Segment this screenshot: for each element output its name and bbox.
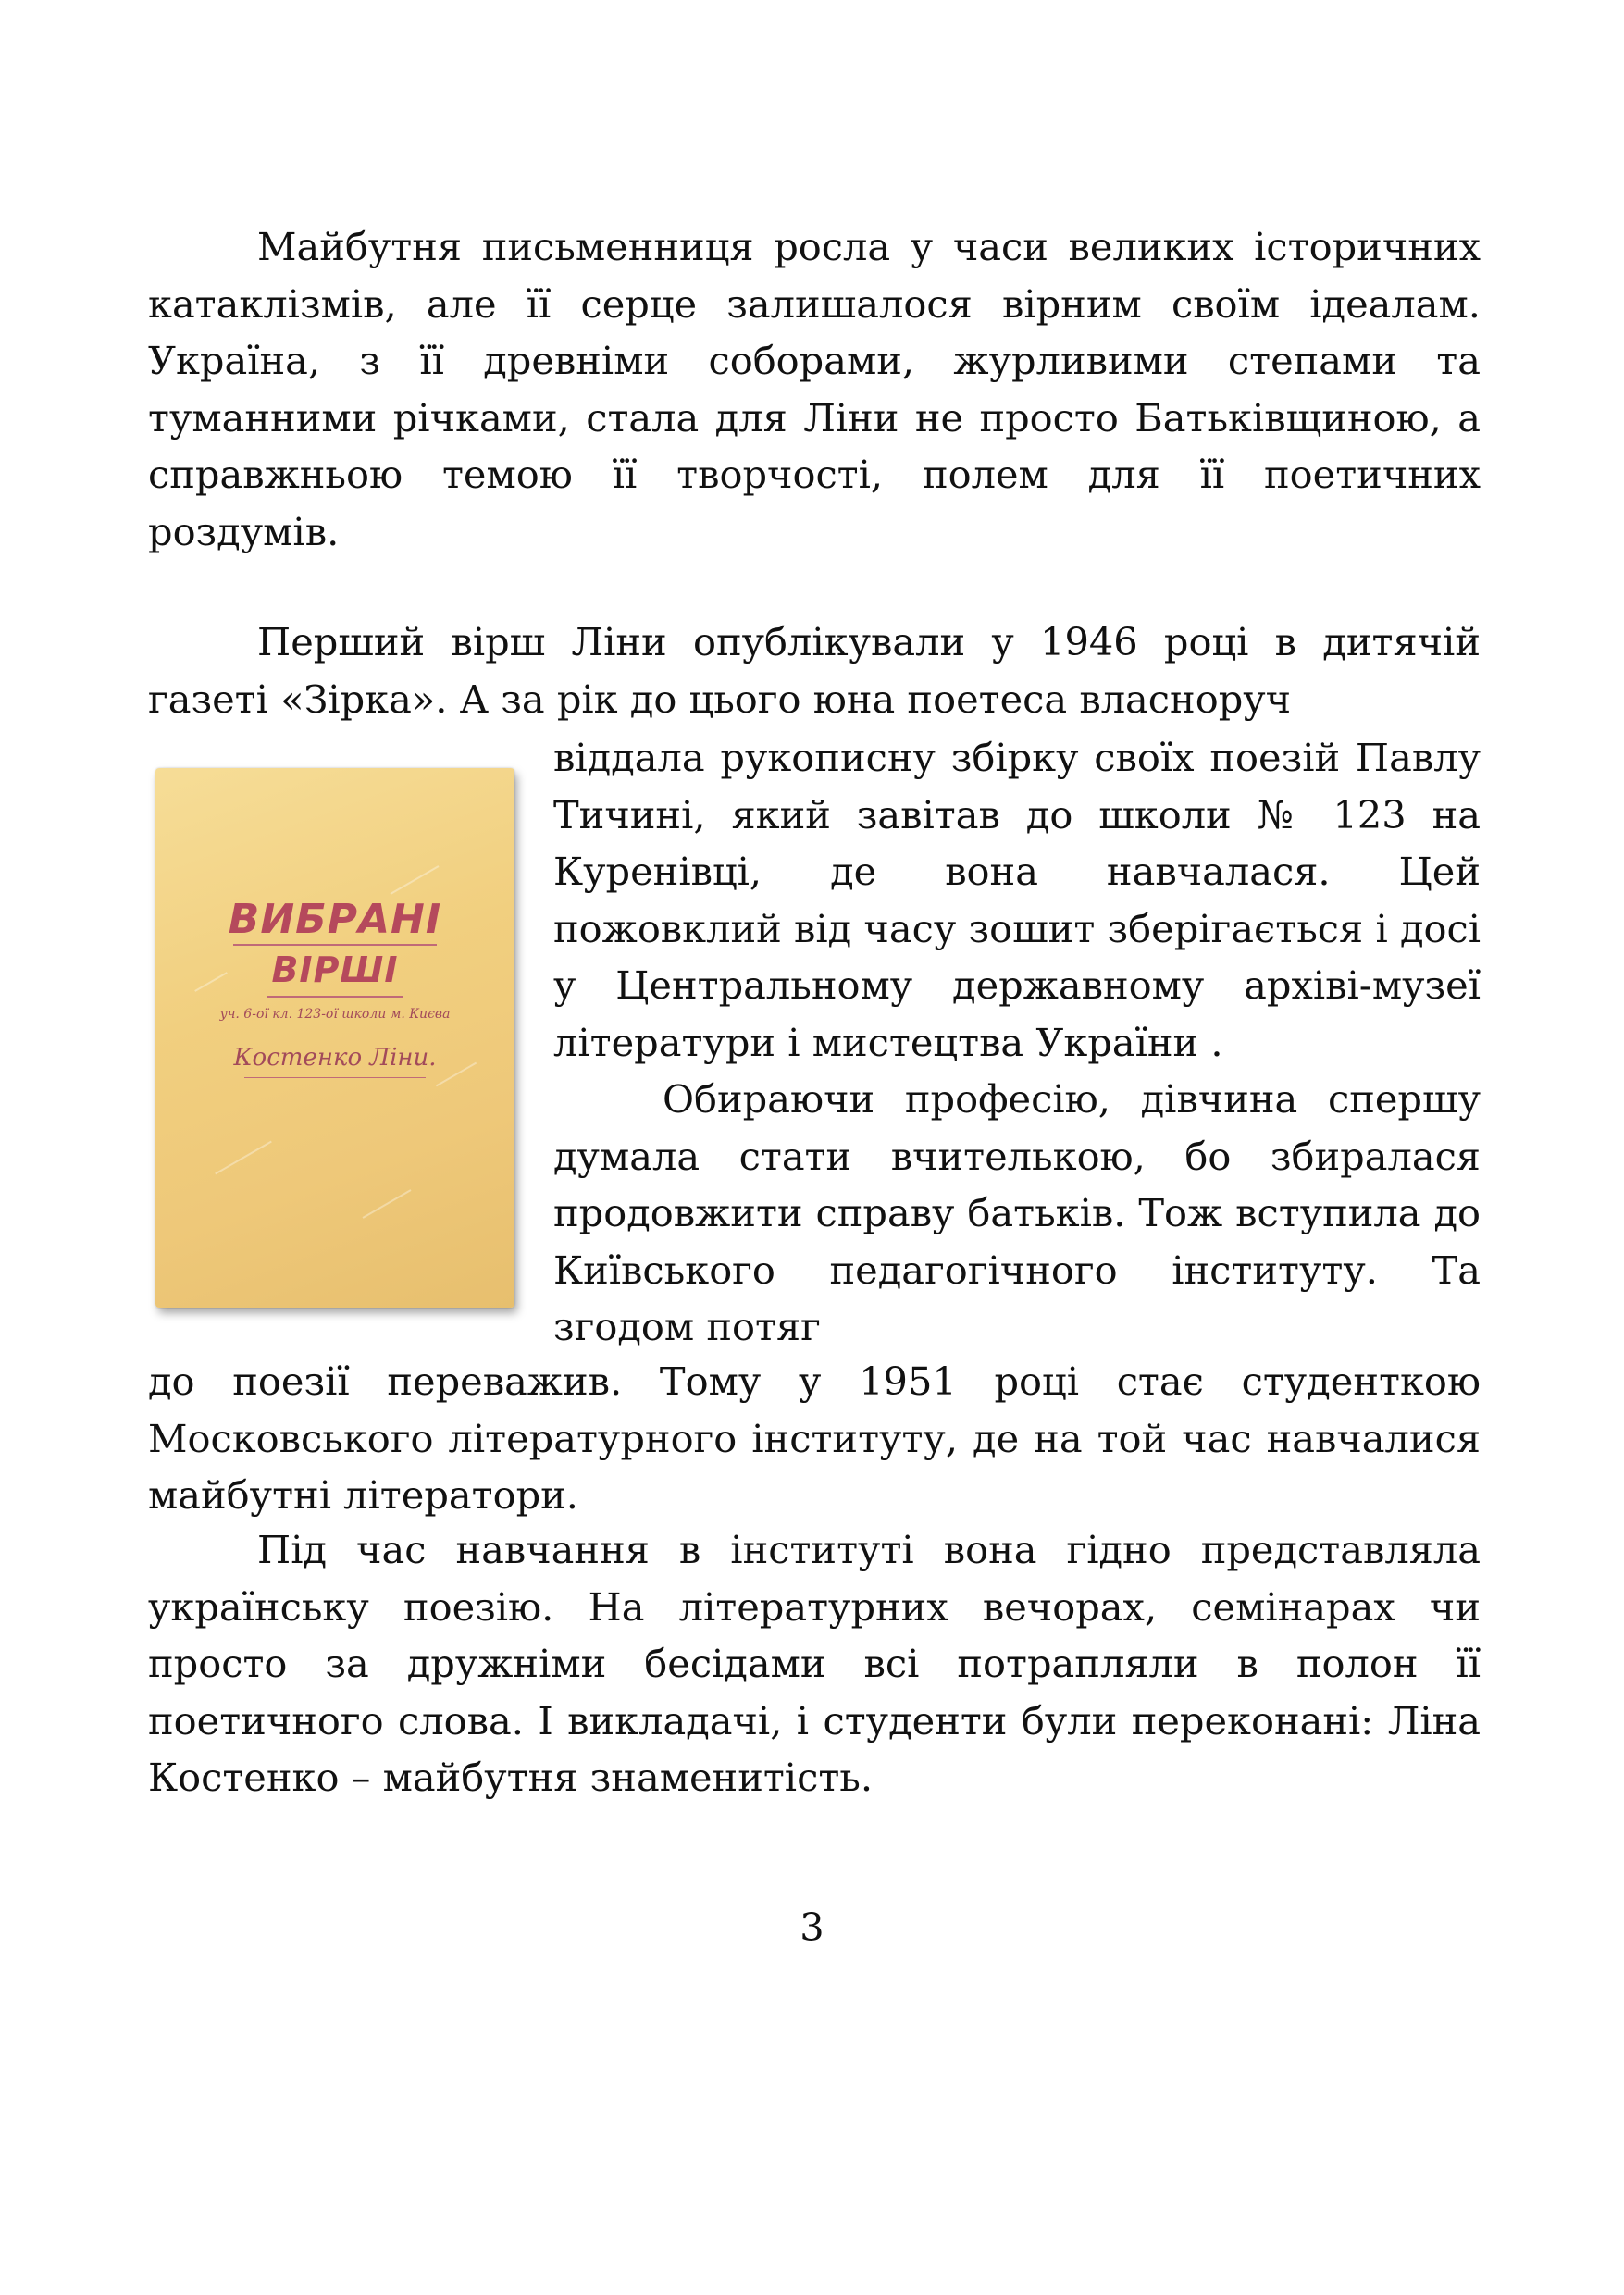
notebook-author: Костенко Ліни.	[233, 1044, 437, 1072]
paragraph-3-continuation	[148, 1353, 1481, 1524]
paragraph-3-wrap-text: Обираючи професію, дівчина спершу думала стати вчителькою, бо збиралася продовжити справу батьків. Тож вступила до Київського педагогічного інституту. Та згодом потяг	[553, 1076, 1481, 1349]
notebook-title-line-2: ВІРШІ	[271, 949, 399, 990]
paragraph-2-wrap-text: віддала рукописну збірку своїх поезій Павлу Тичині, який завітав до школи № 123 на Куренівці, де вона навчалася. Цей пожовклий від часу зошит зберігається і досі у Центральному державному архіві-музеї літератури і мистецтва України .	[553, 735, 1481, 1065]
notebook-subtitle: уч. 6-ої кл. 123-ої школи м. Києва	[219, 1007, 451, 1022]
archive-stamp	[169, 772, 244, 829]
paragraph-2-intro-text: Перший вірш Ліни опублікували у 1946 році в дитячій газеті «Зірка». А за рік до цього юна поетеса власноруч	[148, 619, 1481, 722]
paragraph-1	[148, 218, 1481, 560]
notebook-cover-image	[155, 768, 514, 1308]
page-number: 3	[800, 1904, 824, 1950]
paragraph-2-intro	[148, 614, 1481, 727]
paragraph-1-text: Майбутня письменниця росла у часи великих історичних катаклізмів, але її серце залишалося вірним своїм ідеалам. Україна, з її древніми соборами, журливими степами та туманними річками, стала для Ліни не просто Батьківщиною, а справжньою темою її творчості, полем для її поетичних роздумів.	[148, 224, 1481, 554]
wrapped-text-block	[553, 729, 1481, 1356]
paragraph-3-cont-text: до поезії переважив. Тому у 1951 році стає студенткою Московського літературного інституту, де на той час навчалися майбутні літератори.	[148, 1358, 1481, 1518]
paragraph-4-text: Під час навчання в інституті вона гідно представляла українську поезію. На літературних вечорах, семінарах чи просто за дружніми бесідами всі потрапляли в полон її поетичного слова. І викладачі, і студенти були переконані: Ліна Костенко – майбутня знаменитість.	[148, 1527, 1481, 1800]
paragraph-4	[148, 1521, 1481, 1806]
notebook-title-line-1: ВИБРАНІ	[228, 896, 442, 943]
